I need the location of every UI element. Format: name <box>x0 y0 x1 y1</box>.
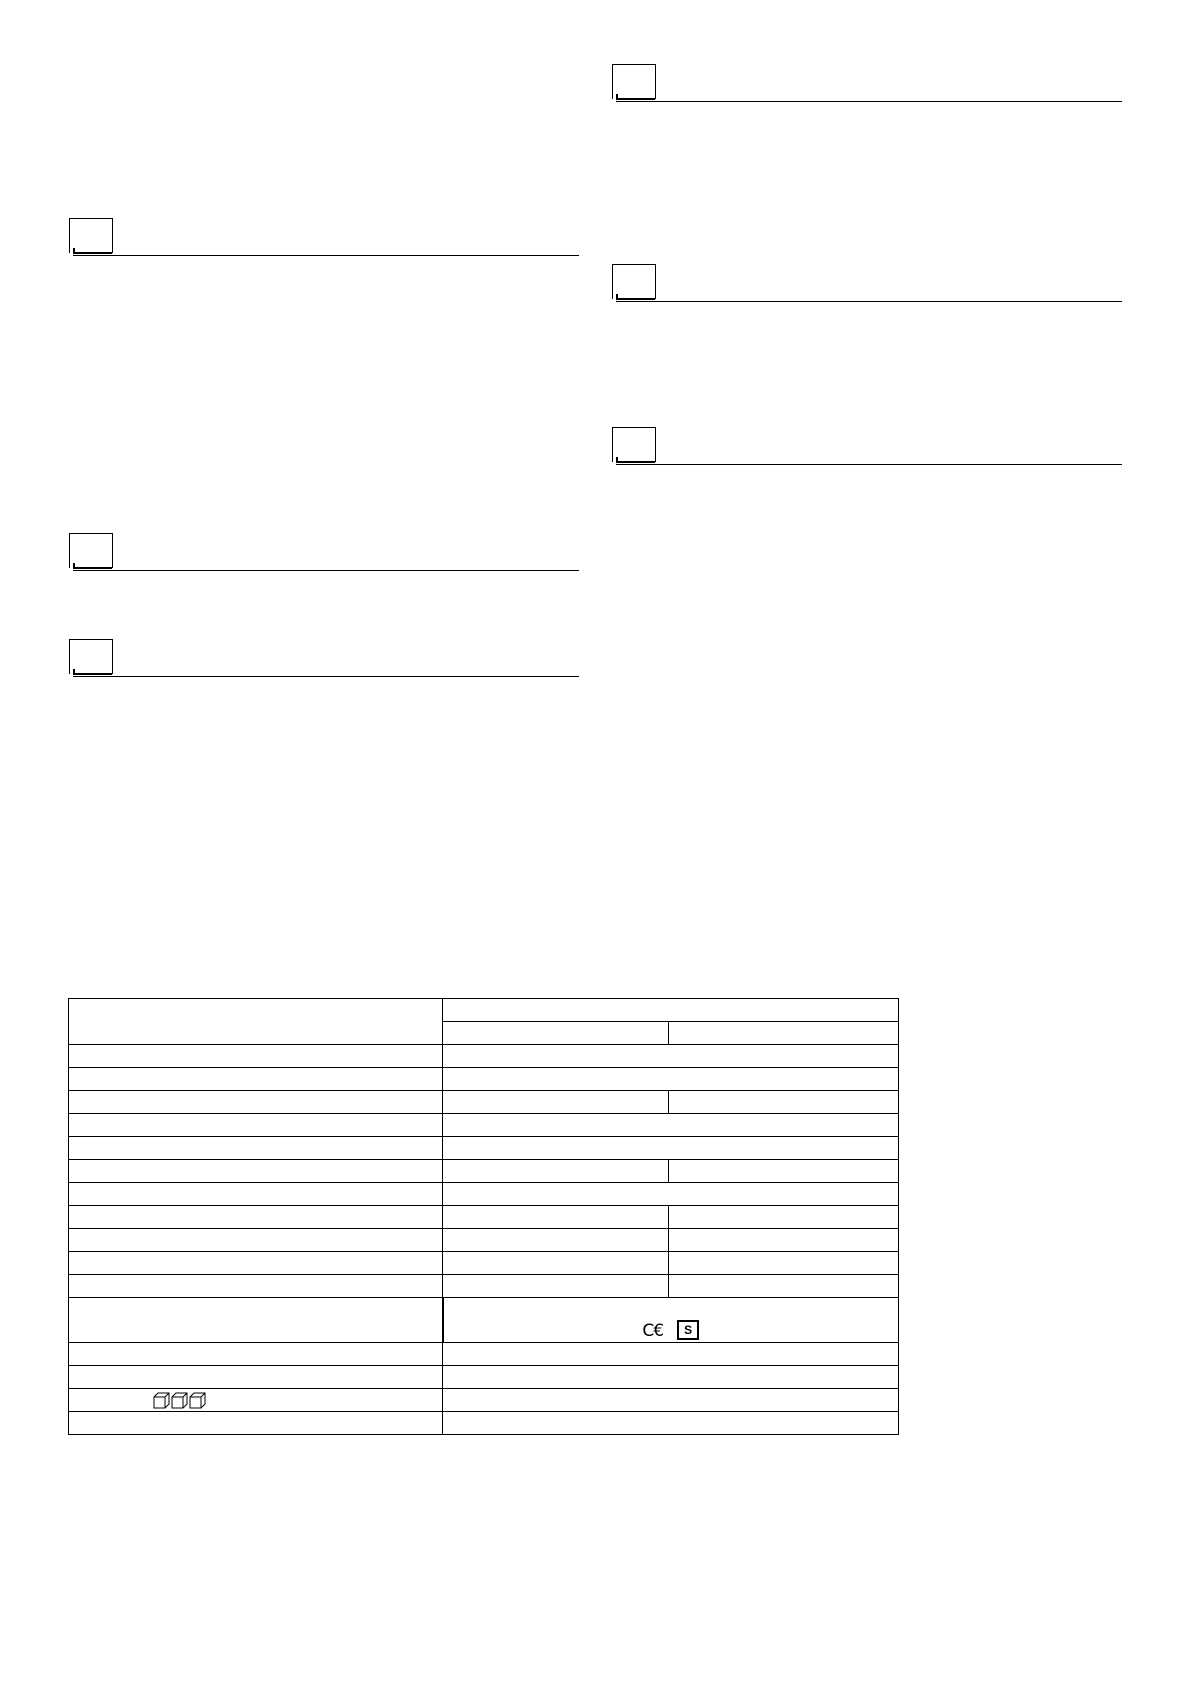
section-marker-icon <box>612 264 656 299</box>
table-cell <box>69 1389 443 1412</box>
box-icon <box>189 1392 206 1409</box>
section-marker-icon <box>69 639 113 674</box>
table-cell <box>443 1137 899 1160</box>
table-row <box>69 1045 899 1068</box>
table-cell <box>443 1206 669 1229</box>
table-row <box>69 1183 899 1206</box>
table-cell <box>69 1068 443 1091</box>
table-row <box>69 1412 899 1435</box>
table-cell <box>443 1412 899 1435</box>
s-mark-icon: S <box>677 1320 699 1340</box>
table-cell <box>443 1252 669 1275</box>
table-row <box>69 1091 899 1114</box>
table-cell <box>69 1343 443 1366</box>
section-divider <box>73 570 579 571</box>
ce-mark-icon: C€ <box>642 1321 664 1341</box>
table-cell <box>69 1206 443 1229</box>
certification-marks <box>444 1298 899 1342</box>
table-cell <box>69 1298 443 1343</box>
table-cell <box>443 1045 899 1068</box>
table-cell <box>69 1137 443 1160</box>
table-row <box>69 1068 899 1091</box>
box-icon <box>171 1392 188 1409</box>
table-cell <box>69 1229 443 1252</box>
table-row <box>69 1160 899 1183</box>
table-cell <box>69 1183 443 1206</box>
table-cell <box>669 1160 899 1183</box>
table-cell <box>443 1183 899 1206</box>
section-divider <box>73 676 579 677</box>
table-row <box>69 1252 899 1275</box>
table-cell <box>69 1275 443 1298</box>
table-cell <box>443 1091 669 1114</box>
table-cell <box>69 1114 443 1137</box>
section-header-4 <box>612 64 1122 108</box>
section-divider <box>73 255 579 256</box>
table-cell <box>69 1252 443 1275</box>
table-cell <box>669 1275 899 1298</box>
table-cell <box>69 999 443 1045</box>
spec-table <box>68 998 899 1435</box>
table-cell <box>443 1114 899 1137</box>
table-cell <box>669 1022 899 1045</box>
table-cell <box>69 1045 443 1068</box>
section-divider <box>616 464 1122 465</box>
section-divider <box>616 101 1122 102</box>
section-divider <box>616 301 1122 302</box>
table-row <box>69 999 899 1022</box>
table-cell <box>669 1091 899 1114</box>
section-marker-icon <box>612 64 656 99</box>
table-cell <box>669 1206 899 1229</box>
packaging-icons <box>69 1389 442 1411</box>
table-cell <box>443 1160 669 1183</box>
table-row <box>69 1298 899 1343</box>
table-cell <box>443 999 899 1022</box>
section-marker-icon <box>69 533 113 568</box>
certification-cell <box>443 1298 899 1343</box>
table-cell <box>443 1343 899 1366</box>
section-marker-icon <box>612 427 656 462</box>
table-row <box>69 1137 899 1160</box>
table-cell <box>69 1366 443 1389</box>
table-row <box>69 1343 899 1366</box>
table-cell <box>669 1229 899 1252</box>
table-row <box>69 1389 899 1412</box>
table-cell <box>69 1412 443 1435</box>
table-row <box>69 1114 899 1137</box>
box-icon <box>153 1392 170 1409</box>
table-row <box>69 1229 899 1252</box>
section-header-3 <box>69 639 579 683</box>
table-cell <box>669 1252 899 1275</box>
section-header-5 <box>612 264 1122 308</box>
table-cell <box>443 1229 669 1252</box>
table-cell <box>69 1160 443 1183</box>
section-marker-icon <box>69 218 113 253</box>
table-row <box>69 1275 899 1298</box>
table-row <box>69 1206 899 1229</box>
section-header-1 <box>69 218 579 262</box>
section-header-6 <box>612 427 1122 471</box>
table-row <box>69 1366 899 1389</box>
table-cell <box>443 1275 669 1298</box>
table-cell <box>69 1091 443 1114</box>
table-cell <box>443 1366 899 1389</box>
table-cell <box>443 1068 899 1091</box>
table-cell <box>443 1389 899 1412</box>
section-header-2 <box>69 533 579 577</box>
table-cell <box>443 1022 669 1045</box>
